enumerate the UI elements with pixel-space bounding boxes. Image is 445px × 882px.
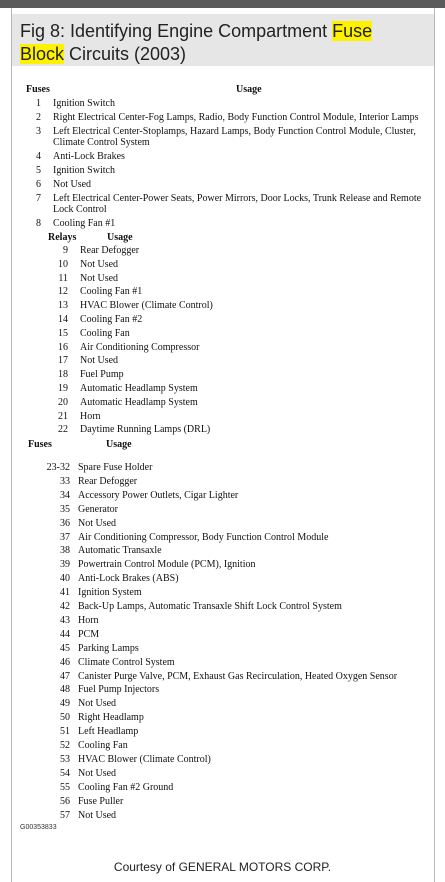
fuse-usage: Accessory Power Outlets, Cigar Lighter bbox=[78, 489, 239, 501]
relay-usage: Not Used bbox=[80, 355, 119, 367]
fuse-number: 8 bbox=[36, 218, 41, 229]
fuse-number: 53 bbox=[60, 753, 70, 765]
relay-number: 14 bbox=[58, 314, 68, 325]
fuse-number: 48 bbox=[60, 684, 70, 696]
relay-number: 9 bbox=[63, 245, 68, 256]
fuse-usage: Fuse Puller bbox=[78, 795, 124, 807]
fuse-usage: Ignition System bbox=[78, 587, 142, 599]
fuses-2-header-usage: Usage bbox=[106, 439, 132, 450]
fuse-usage: Cooling Fan #2 Ground bbox=[78, 781, 174, 793]
fuse-number: 46 bbox=[60, 656, 70, 668]
title-highlight-fuse: Fuse bbox=[332, 21, 373, 41]
fuse-usage: Left Headlamp bbox=[78, 726, 139, 738]
fuse-usage: Right Electrical Center-Fog Lamps, Radio, Body Function Control Module, Interior Lamps bbox=[53, 112, 419, 123]
fuse-usage: Anti-Lock Brakes bbox=[53, 151, 125, 162]
fuse-number: 57 bbox=[60, 809, 70, 821]
relay-usage: Not Used bbox=[80, 258, 119, 270]
fuse-usage: Parking Lamps bbox=[78, 642, 139, 654]
fuse-usage: Cooling Fan #1 bbox=[53, 218, 116, 229]
relay-number: 19 bbox=[58, 383, 68, 394]
fuse-number: 3 bbox=[36, 126, 41, 137]
fuse-number: 1 bbox=[36, 98, 41, 109]
fuse-usage: PCM bbox=[78, 628, 100, 640]
relay-usage: Cooling Fan bbox=[80, 327, 130, 339]
relay-usage: Automatic Headlamp System bbox=[80, 383, 198, 394]
relay-number: 12 bbox=[58, 286, 68, 298]
fuse-number: 34 bbox=[60, 489, 70, 501]
fuse-number: 5 bbox=[36, 165, 41, 176]
fuse-usage: Ignition Switch bbox=[53, 165, 115, 176]
fuse-usage: Anti-Lock Brakes (ABS) bbox=[78, 573, 179, 585]
fuse-usage: Climate Control System bbox=[53, 137, 150, 148]
fuse-number: 55 bbox=[60, 781, 70, 793]
fuse-number: 23-32 bbox=[46, 462, 70, 473]
fuses-1-header-number: Fuses bbox=[26, 84, 50, 95]
relay-number: 22 bbox=[58, 424, 68, 436]
relay-number: 18 bbox=[58, 369, 68, 381]
fuse-number: 4 bbox=[36, 151, 41, 162]
relay-number: 15 bbox=[58, 327, 68, 339]
fuses-2-header-number: Fuses bbox=[28, 439, 52, 450]
fuse-usage: Spare Fuse Holder bbox=[78, 462, 153, 473]
relay-usage: Horn bbox=[80, 410, 101, 422]
fuse-number: 38 bbox=[60, 545, 70, 557]
relay-usage: Rear Defogger bbox=[80, 245, 140, 256]
fuse-usage: Not Used bbox=[78, 809, 117, 821]
fuse-usage: Not Used bbox=[78, 517, 117, 529]
relay-usage: Daytime Running Lamps (DRL) bbox=[80, 424, 211, 436]
fuse-number: 37 bbox=[60, 531, 70, 543]
fuse-usage: Automatic Transaxle bbox=[78, 545, 162, 557]
fuse-usage: Left Electrical Center-Stoplamps, Hazard Lamps, Body Function Control Module, Cluster, bbox=[53, 126, 416, 137]
fuse-number: 33 bbox=[60, 475, 70, 487]
fuse-number: 47 bbox=[60, 670, 70, 682]
fuse-usage: Right Headlamp bbox=[78, 712, 144, 724]
fuse-table-image bbox=[12, 72, 434, 832]
relay-usage: Air Conditioning Compressor bbox=[80, 341, 200, 353]
relay-usage: Cooling Fan #2 bbox=[80, 314, 143, 325]
fuse-usage: Not Used bbox=[78, 698, 117, 710]
courtesy-caption: Courtesy of GENERAL MOTORS CORP. bbox=[113, 860, 332, 874]
title-text-end: Circuits (2003) bbox=[64, 44, 187, 64]
fuse-usage: Rear Defogger bbox=[78, 475, 138, 487]
relay-number: 10 bbox=[58, 258, 68, 270]
fuse-usage: HVAC Blower (Climate Control) bbox=[78, 753, 211, 765]
fuse-number: 51 bbox=[60, 726, 70, 738]
fuse-number: 6 bbox=[36, 179, 41, 190]
fuse-usage: Left Electrical Center-Power Seats, Power Mirrors, Door Locks, Trunk Release and Remote bbox=[53, 193, 422, 204]
relays-header-usage: Usage bbox=[107, 232, 133, 243]
fuse-number: 50 bbox=[60, 712, 70, 724]
fuse-usage: Powertrain Control Module (PCM), Ignition bbox=[78, 559, 256, 571]
fuse-usage: Ignition Switch bbox=[53, 98, 115, 109]
fuse-usage: Air Conditioning Compressor, Body Function Control Module bbox=[78, 531, 329, 543]
title-text-start: Fig 8: Identifying Engine Compartment bbox=[20, 21, 333, 41]
fuse-usage: Lock Control bbox=[53, 204, 107, 215]
relay-number: 17 bbox=[58, 355, 68, 367]
fuse-usage: Climate Control System bbox=[78, 656, 175, 668]
relay-number: 11 bbox=[58, 272, 68, 284]
fuse-usage: Canister Purge Valve, PCM, Exhaust Gas Recirculation, Heated Oxygen Sensor bbox=[78, 670, 398, 682]
fuse-number: 45 bbox=[60, 642, 70, 654]
fuse-number: 54 bbox=[60, 767, 70, 779]
relay-number: 16 bbox=[58, 341, 68, 353]
fuse-number: 42 bbox=[60, 601, 70, 612]
fuse-number: 41 bbox=[60, 587, 70, 599]
fuse-number: 2 bbox=[36, 112, 41, 123]
fuse-number: 52 bbox=[60, 740, 70, 751]
fuse-number: 43 bbox=[60, 614, 70, 626]
fuse-number: 56 bbox=[60, 795, 70, 807]
relay-number: 21 bbox=[58, 410, 68, 422]
relay-usage: Cooling Fan #1 bbox=[80, 286, 143, 298]
fuse-number: 40 bbox=[60, 573, 70, 585]
fuse-usage: Not Used bbox=[53, 179, 92, 190]
relay-number: 13 bbox=[58, 300, 68, 312]
fuses-1-header-usage: Usage bbox=[236, 84, 262, 95]
fuse-usage: Not Used bbox=[78, 767, 117, 779]
fuse-number: 35 bbox=[60, 503, 70, 515]
fuse-usage: Fuel Pump Injectors bbox=[78, 684, 160, 696]
fuse-usage: Back-Up Lamps, Automatic Transaxle Shift Lock Control System bbox=[78, 601, 342, 612]
relay-usage: Not Used bbox=[80, 272, 119, 284]
relay-usage: Automatic Headlamp System bbox=[80, 396, 198, 408]
figure-code: G00353833 bbox=[20, 824, 57, 831]
fuse-number: 44 bbox=[60, 628, 70, 640]
fuse-number: 36 bbox=[60, 517, 70, 529]
fuse-number: 7 bbox=[36, 193, 41, 204]
relay-number: 20 bbox=[58, 396, 68, 408]
figure-title bbox=[12, 14, 434, 66]
fuse-usage: Cooling Fan bbox=[78, 740, 128, 751]
relay-usage: Fuel Pump bbox=[80, 369, 124, 381]
relay-usage: HVAC Blower (Climate Control) bbox=[80, 300, 213, 312]
fuse-number: 49 bbox=[60, 698, 70, 710]
window-top-bar bbox=[0, 0, 445, 8]
fuse-usage: Horn bbox=[78, 614, 99, 626]
title-highlight-block: Block bbox=[20, 44, 65, 64]
fuse-usage: Generator bbox=[78, 503, 118, 515]
relays-header-number: Relays bbox=[48, 232, 77, 243]
fuse-number: 39 bbox=[60, 559, 70, 571]
